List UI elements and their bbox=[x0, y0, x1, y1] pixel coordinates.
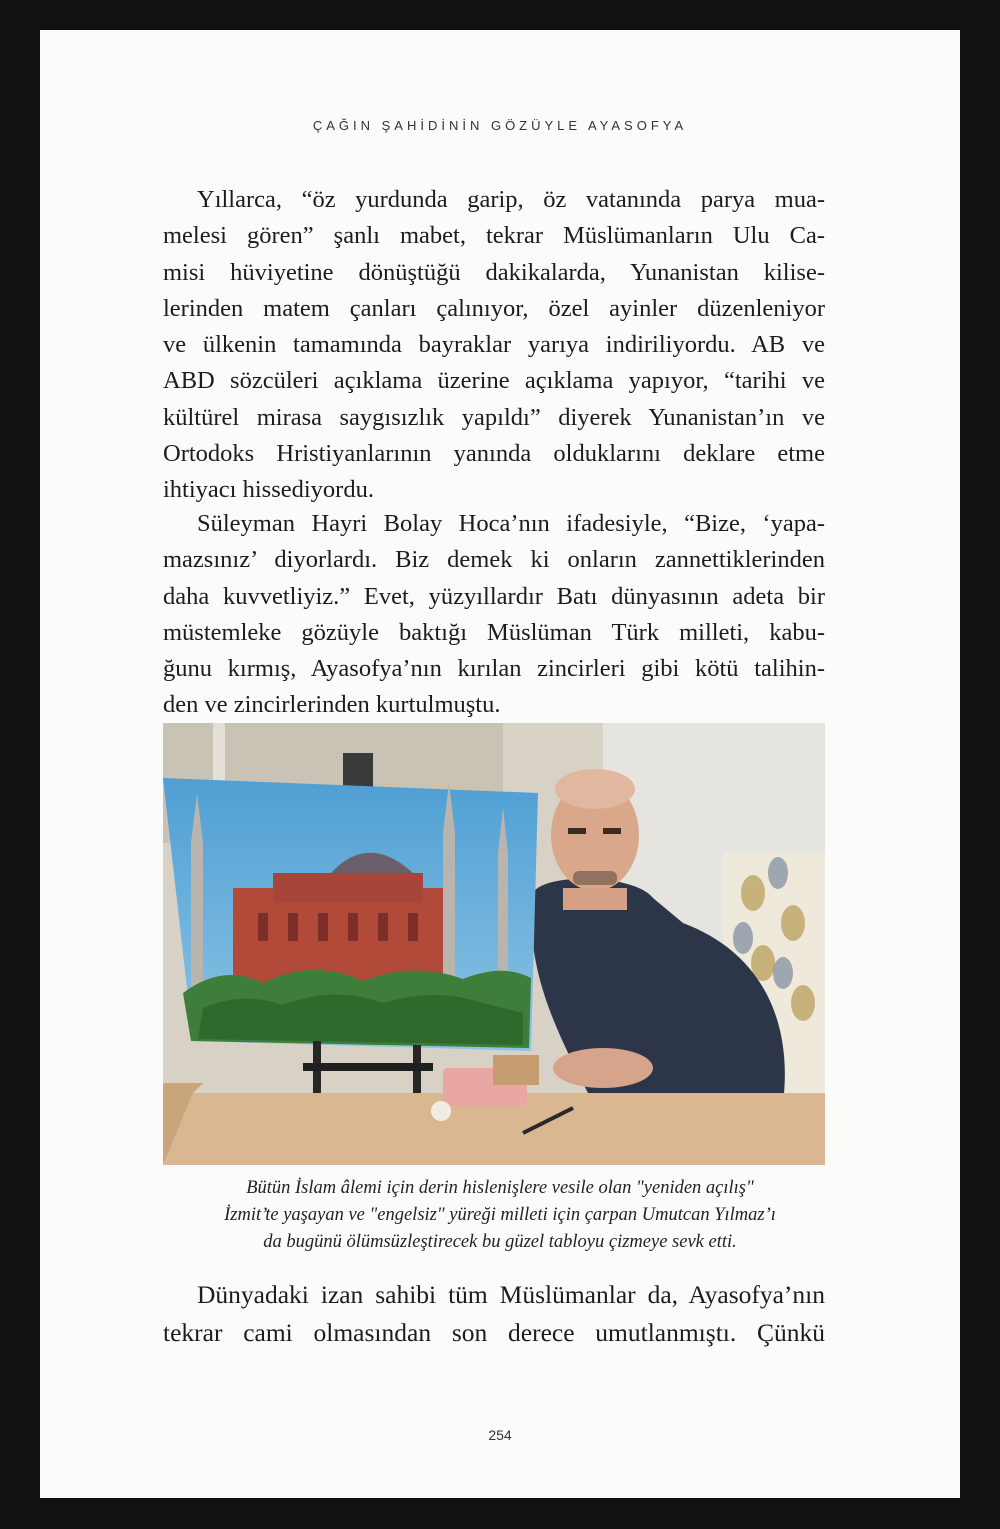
text-line: tekrar cami olmasından son derece umutlanmıştı. Çünkü bbox=[163, 1318, 825, 1347]
text-line: ihtiyacı hissediyordu. bbox=[163, 476, 374, 504]
text-line: ABD sözcüleri açıklama üzerine açıklama yapıyor, “tarihi ve bbox=[163, 367, 825, 395]
paragraph-1 bbox=[163, 182, 825, 509]
text-line: den ve zincirlerinden kurtulmuştu. bbox=[163, 691, 501, 719]
paragraph-2 bbox=[163, 506, 825, 724]
text-line: ğunu kırmış, Ayasofya’nın kırılan zincirleri gibi kötü talihin- bbox=[163, 655, 825, 683]
photo-caption bbox=[140, 1175, 860, 1256]
paragraph-3 bbox=[163, 1276, 825, 1352]
book-page bbox=[40, 30, 960, 1498]
text-line: Süleyman Hayri Bolay Hoca’nın ifadesiyle, “Bize, ‘yapa- bbox=[197, 510, 825, 537]
caption-line: İzmit’te yaşayan ve "engelsiz" yüreği milleti için çarpan Umutcan Yılmaz’ı bbox=[224, 1205, 776, 1225]
text-line: daha kuvvetliyiz.” Evet, yüzyıllardır Batı dünyasının adeta bir bbox=[163, 582, 825, 610]
text-line: Dünyadaki izan sahibi tüm Müslümanlar da, Ayasofya’nın bbox=[197, 1280, 825, 1309]
caption-line: da bugünü ölümsüzleştirecek bu güzel tabloyu çizmeye sevk etti. bbox=[263, 1232, 737, 1252]
page-number: 254 bbox=[488, 1427, 512, 1443]
text-line: lerinden matem çanları çalınıyor, özel ayinler düzenleniyor bbox=[163, 294, 825, 322]
text-line: kültürel mirasa saygısızlık yapıldı” diyerek Yunanistan’ın ve bbox=[163, 403, 825, 431]
running-head: ÇAĞIN ŞAHİDİNİN GÖZÜYLE AYASOFYA bbox=[312, 118, 688, 133]
text-line: müstemleke gözüyle baktığı Müslüman Türk milleti, kabu- bbox=[163, 618, 825, 646]
caption-line: Bütün İslam âlemi için derin hislenişlere vesile olan "yeniden açılış" bbox=[246, 1178, 754, 1198]
text-line: melesi gören” şanlı mabet, tekrar Müslümanların Ulu Ca- bbox=[163, 222, 825, 250]
text-line: ve ülkenin tamamında bayraklar yarıya indiriliyordu. AB ve bbox=[163, 331, 825, 359]
text-line: Yıllarca, “öz yurdunda garip, öz vatanında parya mua- bbox=[197, 186, 825, 213]
text-line: Ortodoks Hristiyanlarının yanında olduklarını deklare etme bbox=[163, 440, 825, 468]
photo-painter-with-hagia-sophia-painting bbox=[163, 723, 825, 1165]
man-hands bbox=[553, 1048, 653, 1088]
text-line: mazsınız’ diyorlardı. Biz demek ki onların zannettiklerinden bbox=[163, 546, 825, 574]
text-line: misi hüviyetine dönüştüğü dakikalarda, Yunanistan kilise- bbox=[163, 258, 825, 286]
